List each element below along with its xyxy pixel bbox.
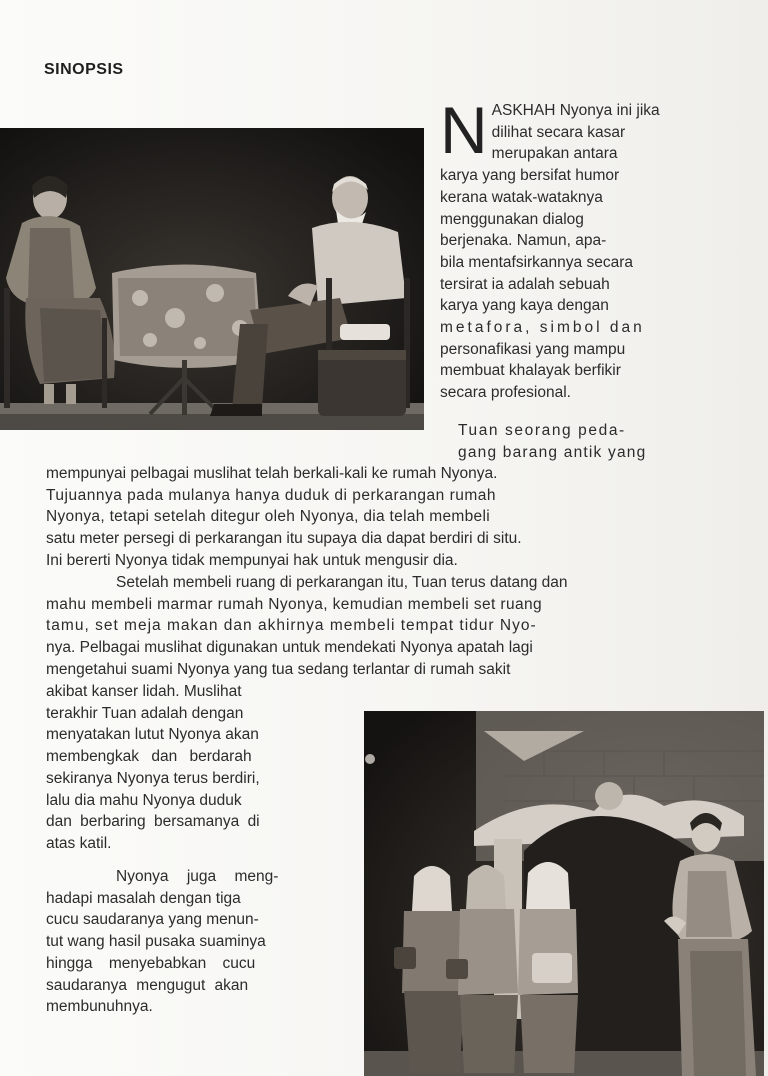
intro-line: merupakan antara <box>491 145 618 163</box>
intro-line: membuat khalayak berfikir <box>440 362 621 380</box>
para2-line: mempunyai pelbagai muslihat telah berkali-kali ke rumah Nyonya. <box>46 465 498 482</box>
para3-line: sekiranya Nyonya terus berdiri, <box>46 769 260 787</box>
intro-line: metafora, simbol dan <box>440 319 645 337</box>
stage-photo-dialogue <box>0 128 424 430</box>
intro-line: dilihat secara kasar <box>491 123 626 141</box>
intro-line: menggunakan dialog <box>440 210 584 228</box>
para4-line: hingga menyebabkan cucu <box>46 954 256 972</box>
para3-line: tamu, set meja makan dan akhirnya membeli tempat tidur Nyo- <box>46 617 537 635</box>
intro-line: kerana watak-wataknya <box>440 188 603 206</box>
para3-line: akibat kanser lidah. Muslihat <box>46 683 242 700</box>
para2-line: Tuan seorang peda- <box>458 422 626 439</box>
para4-line: cucu saudaranya yang menun- <box>46 911 259 929</box>
intro-line: ASKHAH Nyonya ini jika <box>491 102 660 119</box>
para3-line: mahu membeli marmar rumah Nyonya, kemudian membeli set ruang <box>46 595 543 613</box>
intro-line: personafikasi yang mampu <box>440 340 626 358</box>
para3-line: mengetahui suami Nyonya yang tua sedang terlantar di rumah sakit <box>46 660 511 678</box>
paragraph-2-body <box>46 463 714 572</box>
intro-line: bila mentafsirkannya secara <box>440 253 633 271</box>
para3-line: membengkak dan berdarah <box>46 748 252 766</box>
para3-line: terakhir Tuan adalah dengan <box>46 704 244 722</box>
para3-line: menyatakan lutut Nyonya akan <box>46 726 259 744</box>
para4-line: Nyonya juga meng- <box>116 868 279 885</box>
para3-line: dan berbaring bersamanya di <box>46 813 260 831</box>
drop-cap: N <box>440 93 488 167</box>
paragraph-2-start <box>458 420 728 463</box>
para4-line: membunuhnya. <box>46 998 153 1016</box>
para4-line: hadapi masalah dengan tiga <box>46 889 241 907</box>
para2-line: Ini bererti Nyonya tidak mempunyai hak untuk mengusir dia. <box>46 551 458 569</box>
para4-line: tut wang hasil pusaka suaminya <box>46 933 266 951</box>
page-heading: SINOPSIS <box>44 61 124 78</box>
para2-line: Nyonya, tetapi setelah ditegur oleh Nyonya, dia telah membeli <box>46 508 490 526</box>
para3-line: nya. Pelbagai muslihat digunakan untuk mendekati Nyonya apatah lagi <box>46 639 533 657</box>
paragraph-4 <box>46 866 340 1018</box>
para3-line: lalu dia mahu Nyonya duduk <box>46 791 242 809</box>
intro-line: karya yang kaya dengan <box>440 297 609 315</box>
paragraph-3-body <box>46 572 714 681</box>
para3-line: Setelah membeli ruang di perkarangan itu, Tuan terus datang dan <box>116 574 568 591</box>
para3-line: atas katil. <box>46 834 112 852</box>
para2-line: Tujuannya pada mulanya hanya duduk di perkarangan rumah <box>46 486 497 504</box>
paragraph-3-continued <box>46 681 340 855</box>
intro-line: secara profesional. <box>440 384 571 402</box>
para2-line: satu meter persegi di perkarangan itu supaya dia dapat berdiri di situ. <box>46 530 522 548</box>
intro-line: tersirat ia adalah sebuah <box>440 275 610 293</box>
stage-photo-nieces <box>364 711 764 1076</box>
para2-line: gang barang antik yang <box>458 443 647 461</box>
para4-line: saudaranya mengugut akan <box>46 976 249 994</box>
intro-line: berjenaka. Namun, apa- <box>440 232 607 250</box>
intro-line: karya yang bersifat humor <box>440 167 620 185</box>
intro-paragraph <box>440 93 732 404</box>
